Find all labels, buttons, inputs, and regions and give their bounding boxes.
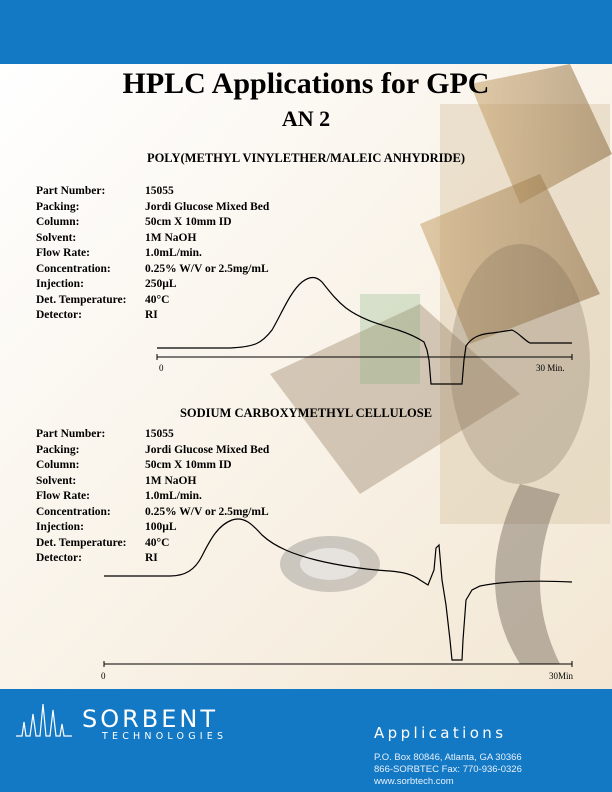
chromatogram1-axis-end-label: 30 Min. (536, 363, 565, 373)
spec-value: 0.25% W/V or 2.5mg/mL (145, 505, 269, 518)
spec-label: Det. Temperature: (36, 293, 127, 306)
spec-label: Injection: (36, 521, 84, 533)
chromatogram2-axis-start-label: 0 (101, 671, 106, 681)
brand-subtitle: TECHNOLOGIES (102, 731, 228, 742)
sorbent-peaks-logo-icon (14, 696, 74, 742)
spec-value: 40°C (145, 536, 170, 549)
sample2-specs (36, 427, 269, 567)
spec-label: Column: (36, 459, 80, 471)
spec-value: 15055 (145, 428, 174, 440)
website-line[interactable]: www.sorbtech.com (374, 776, 454, 787)
spec-label: Packing: (36, 443, 80, 456)
spec-value: Jordi Glucose Mixed Bed (145, 200, 270, 213)
spec-value: 15055 (145, 185, 174, 197)
spec-label: Part Number: (36, 185, 106, 197)
application-note-number: AN 2 (281, 106, 331, 131)
spec-value: 50cm X 10mm ID (145, 459, 232, 471)
spec-value: 1.0mL/min. (145, 247, 202, 259)
spec-label: Solvent: (36, 474, 77, 487)
spec-label: Injection: (36, 278, 84, 290)
spec-value: Jordi Glucose Mixed Bed (145, 443, 270, 456)
spec-value: 1.0mL/min. (145, 490, 202, 502)
brand-name: SORBENT (82, 705, 219, 733)
spec-value: 0.25% W/V or 2.5mg/mL (145, 262, 269, 275)
chromatogram1-trace (157, 278, 572, 385)
spec-value: 1M NaOH (145, 231, 197, 244)
spec-value: 40°C (145, 293, 170, 306)
phone-line: 866-SORBTEC Fax: 770-936-0326 (374, 764, 522, 775)
spec-label: Concentration: (36, 505, 111, 518)
spec-value: 100µL (145, 521, 177, 533)
spec-value: 50cm X 10mm ID (145, 216, 232, 228)
address-line: P.O. Box 80846, Atlanta, GA 30366 (374, 752, 522, 763)
spec-value: 250µL (145, 278, 177, 290)
spec-label: Concentration: (36, 262, 111, 275)
chromatogram1-axis-start-label: 0 (159, 363, 164, 373)
chromatogram2-axis-end-label: 30Min (549, 671, 574, 681)
section-label: Applications (374, 724, 507, 742)
spec-value: RI (145, 309, 158, 321)
spec-label: Det. Temperature: (36, 536, 127, 549)
sample2-name: SODIUM CARBOXYMETHYL CELLULOSE (179, 406, 433, 420)
sample1-name: POLY(METHYL VINYLETHER/MALEIC ANHYDRIDE) (146, 151, 466, 165)
spec-value: RI (145, 552, 158, 564)
page-title: HPLC Applications for GPC (122, 67, 490, 100)
spec-label: Column: (36, 216, 80, 228)
spec-label: Detector: (36, 552, 82, 564)
spec-label: Packing: (36, 200, 80, 213)
spec-label: Flow Rate: (36, 247, 90, 259)
spec-label: Flow Rate: (36, 490, 90, 502)
spec-label: Detector: (36, 309, 82, 321)
spec-label: Part Number: (36, 428, 106, 440)
spec-label: Solvent: (36, 231, 77, 244)
spec-value: 1M NaOH (145, 474, 197, 487)
